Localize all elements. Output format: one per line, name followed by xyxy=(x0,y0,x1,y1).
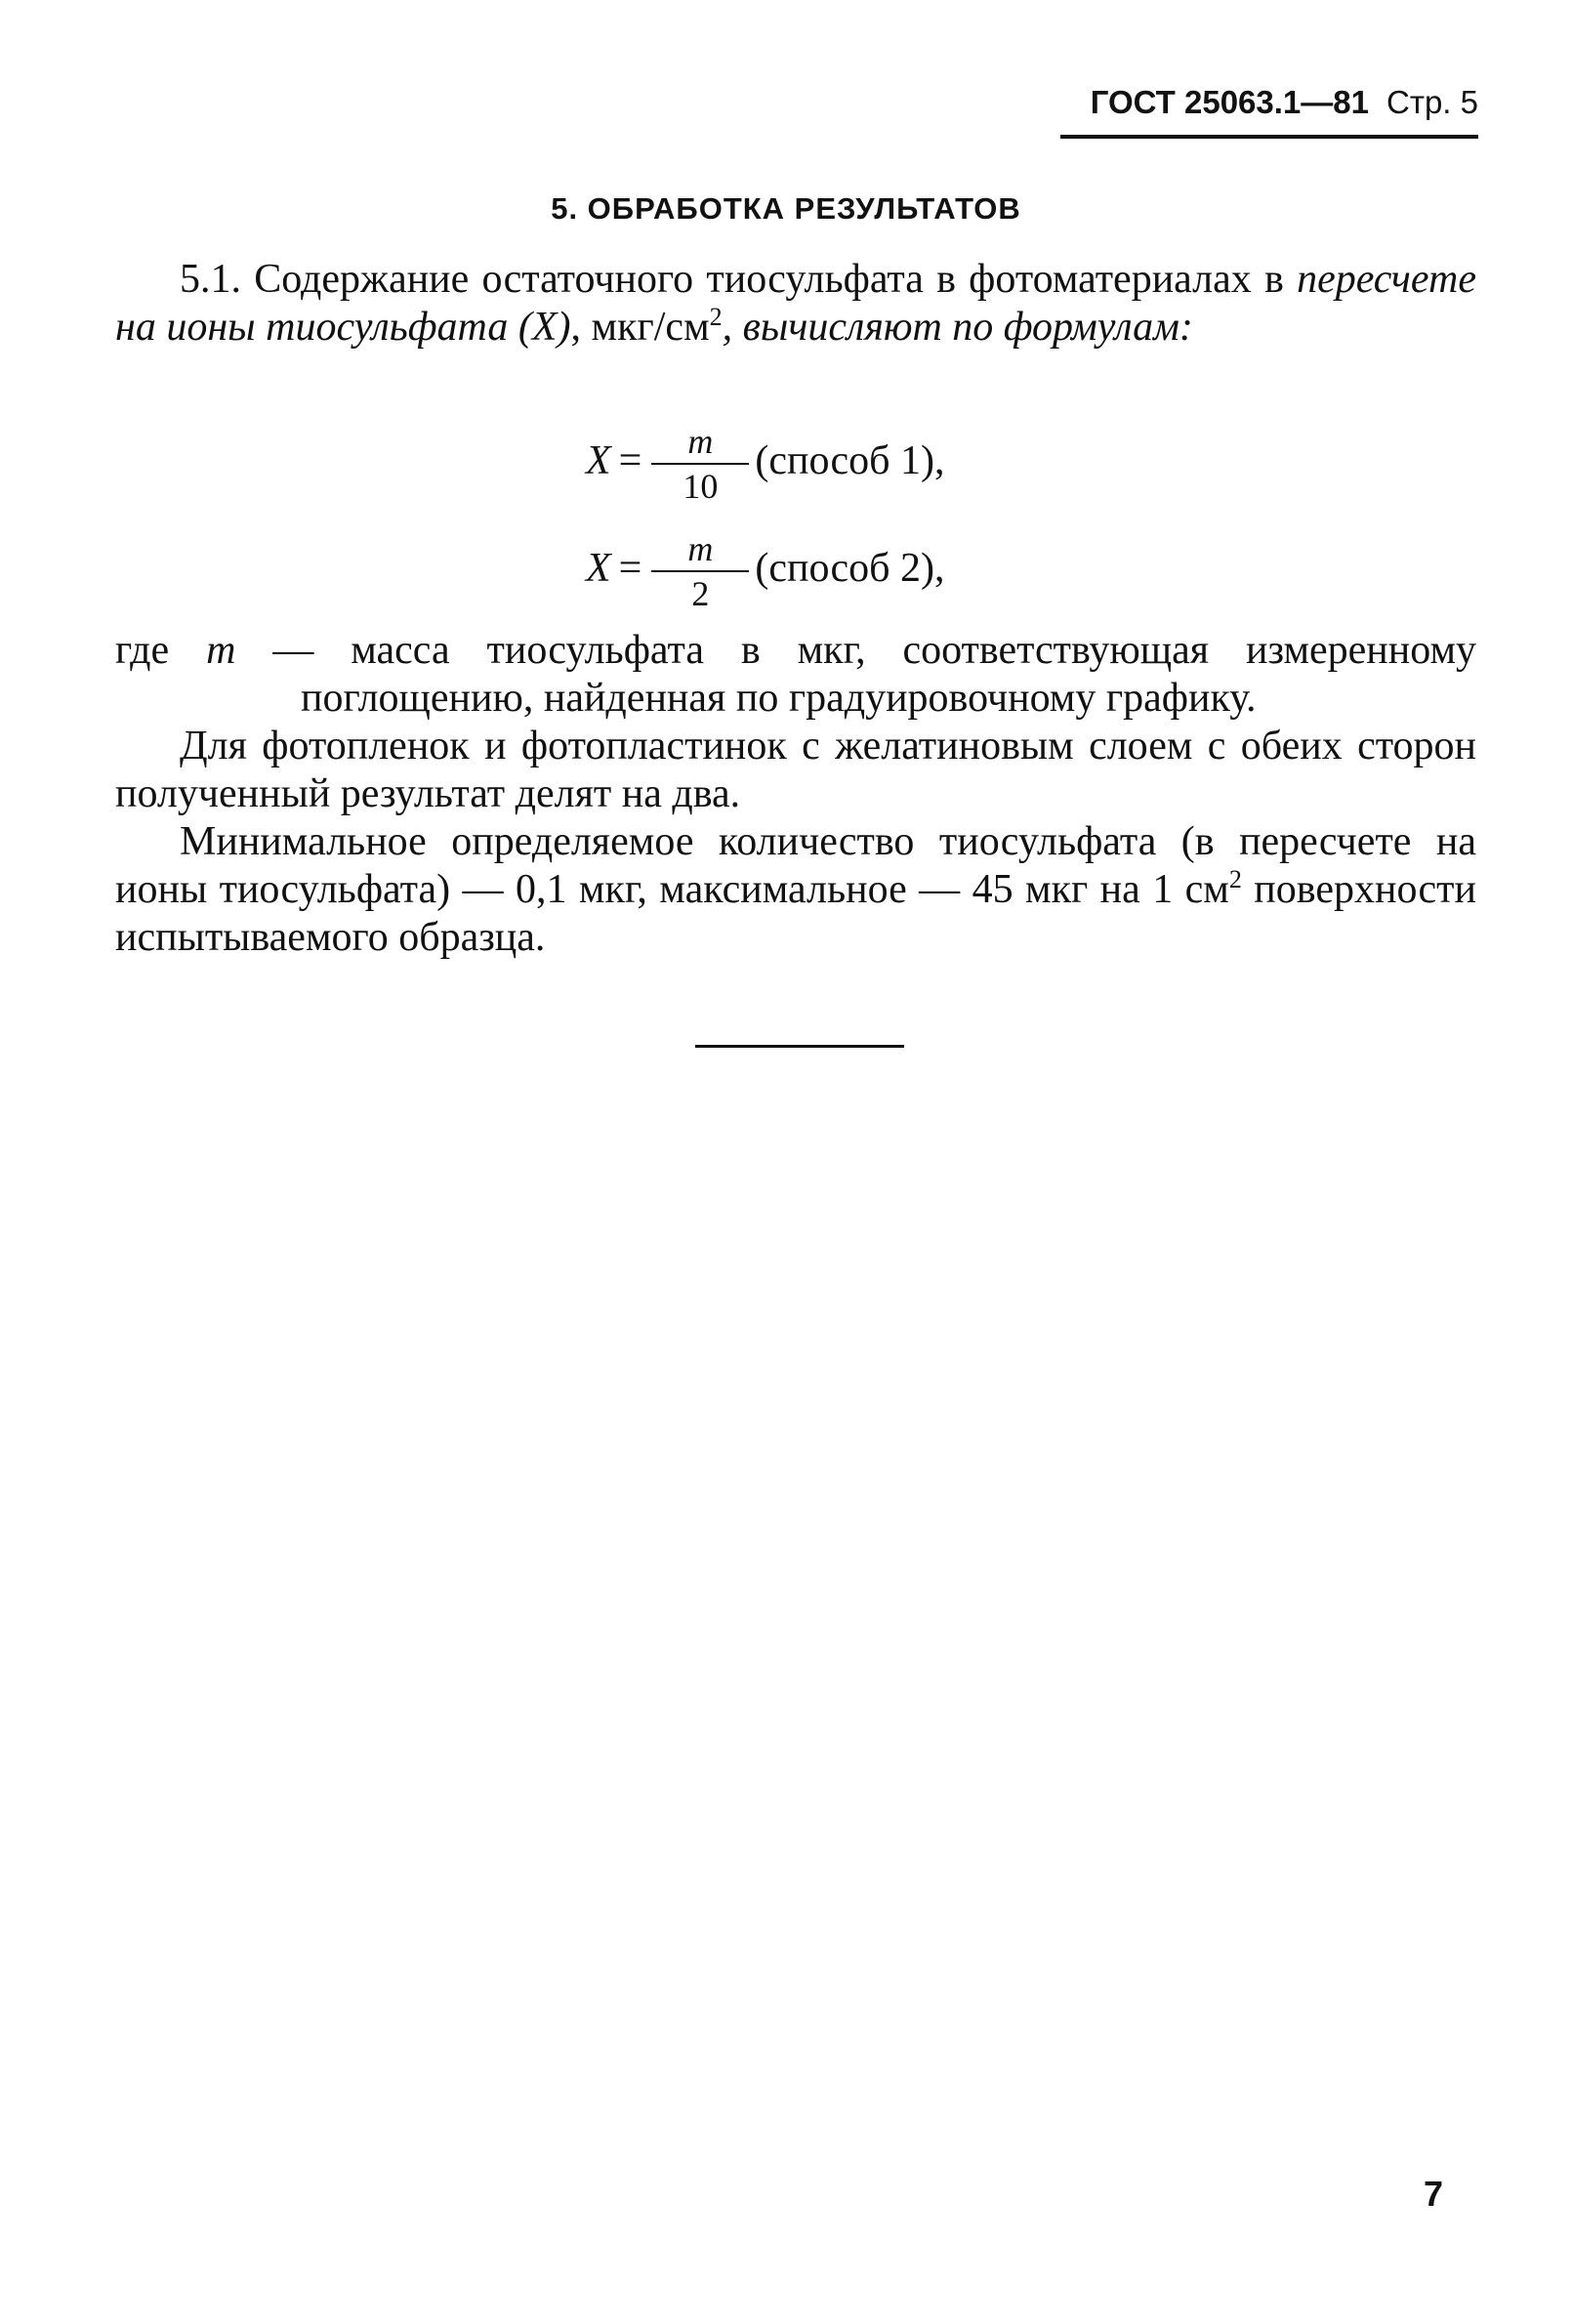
formula-numerator: m xyxy=(651,422,749,465)
where-lead: где xyxy=(115,628,170,673)
formula-numerator: m xyxy=(651,529,749,572)
formula-note: (способ 2), xyxy=(755,546,945,591)
page-label: Стр. 5 xyxy=(1386,84,1478,120)
definition-line-1 xyxy=(115,627,1476,675)
paragraph-5-1-lead: 5.1. Содержание остаточного тиосульфата в фотоматериалах в xyxy=(180,257,1298,302)
limits-tail: поверхности испытываемого образца. xyxy=(115,867,1476,960)
formula-lhs: X xyxy=(586,438,611,483)
paragraph-limits xyxy=(115,818,1476,962)
paragraph-5-1-tail: , вычисляют по формулам: xyxy=(722,305,1193,350)
document-id: ГОСТ 25063.1—81 xyxy=(1090,84,1369,120)
formula-fraction xyxy=(651,529,749,615)
paragraph-5-1-units: , мкг/см xyxy=(570,305,710,350)
section-title: 5. ОБРАБОТКА РЕЗУЛЬТАТОВ xyxy=(551,191,1021,226)
formula-denominator: 2 xyxy=(691,574,710,613)
paragraph-5-1-sup: 2 xyxy=(709,303,723,331)
variable-definition xyxy=(115,627,1476,723)
where-dash: — xyxy=(272,628,314,673)
formula-fraction xyxy=(651,422,749,508)
where-variable: m xyxy=(206,628,236,673)
formula-note: (способ 1), xyxy=(755,438,945,483)
limits-text: Минимальное определяемое количество тиосульфата (в пересчете на ионы тиосульфата) — 0,1 мкг, максимальное — 45 мкг на 1 см xyxy=(115,819,1476,912)
formula-method-1 xyxy=(586,418,945,504)
where-line-2: поглощению, найденная по градуировочному графику. xyxy=(301,676,1257,721)
formula-lhs: X xyxy=(586,546,611,591)
paragraph-5-1 xyxy=(115,256,1476,352)
formula-equals: = xyxy=(618,546,642,591)
formula-equals: = xyxy=(618,438,642,483)
end-rule xyxy=(695,1045,904,1048)
running-header xyxy=(1091,84,1478,121)
where-line-1: масса тиосульфата в мкг, соответствующая измеренному xyxy=(351,628,1477,673)
paragraph-two-sided: Для фотопленок и фотопластинок с желатиновым слоем с обеих сторон полученный результат делят на два. xyxy=(115,724,1476,816)
formula-denominator: 10 xyxy=(683,467,719,506)
paragraph-5-1-italic: пересчете на ионы тиосульфата (X) xyxy=(115,257,1476,350)
page-number: 7 xyxy=(1423,2174,1443,2214)
formula-method-2 xyxy=(586,525,945,611)
limits-sup: 2 xyxy=(1228,865,1242,893)
header-rule xyxy=(1060,135,1478,139)
